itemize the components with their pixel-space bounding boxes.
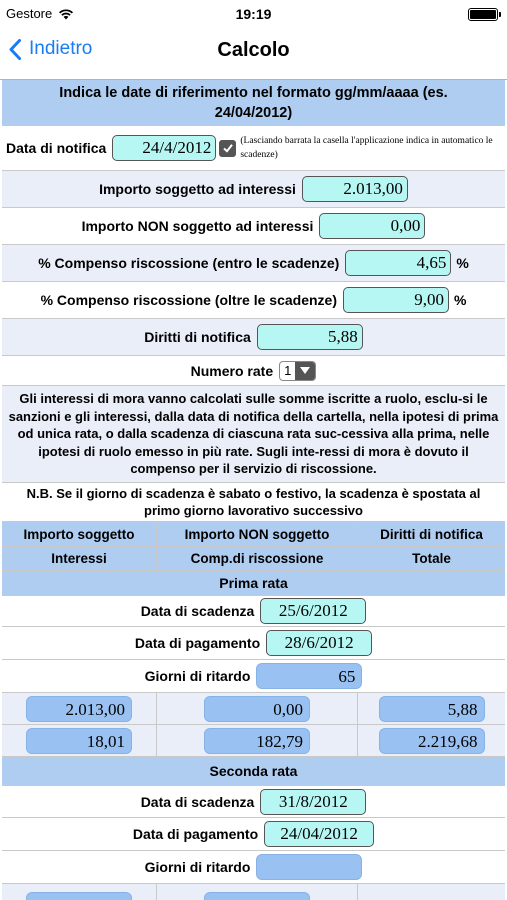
prima-rata-title: Prima rata <box>219 575 288 591</box>
auto-scadenze-checkbox[interactable] <box>219 140 236 157</box>
carrier-label: Gestore <box>6 6 53 21</box>
status-bar <box>0 0 507 26</box>
seconda-pagamento-field[interactable]: 24/04/2012 <box>264 821 374 847</box>
prima-importo-non-soggetto: 0,00 <box>204 696 310 722</box>
back-label: Indietro <box>29 38 93 59</box>
prima-rata-header <box>2 571 505 596</box>
prima-totale: 2.219,68 <box>379 728 485 754</box>
prima-interessi: 18,01 <box>26 728 132 754</box>
compenso-entro-row <box>2 245 505 282</box>
compenso-oltre-unit: % <box>453 292 467 308</box>
battery-icon <box>468 8 498 21</box>
rate-select[interactable] <box>279 361 316 381</box>
compenso-entro-unit: % <box>456 255 469 271</box>
seconda-pagamento-label: Data di pagamento <box>132 826 259 842</box>
importo-non-row <box>2 208 505 245</box>
seconda-rata-title: Seconda rata <box>209 763 298 779</box>
prima-ritardo-row <box>2 660 505 693</box>
notifica-note: (Lasciando barrata la casella l'applicazione indica in automatico le scadenze) <box>240 136 493 160</box>
intro-text: Indica le date di riferimento nel formato gg/mm/aaaa (es. 24/04/2012) <box>59 84 448 121</box>
seconda-scadenza-field[interactable]: 31/8/2012 <box>260 789 366 815</box>
prima-ritardo-value: 65 <box>256 663 362 689</box>
intro-banner <box>2 80 505 126</box>
calc-form <box>2 80 505 900</box>
header-interessi: Interessi <box>2 547 157 570</box>
notifica-date-field[interactable]: 24/4/2012 <box>112 135 216 161</box>
seconda-results-row-1 <box>2 884 505 900</box>
prima-importo-soggetto: 2.013,00 <box>26 696 132 722</box>
chevron-down-icon <box>295 362 315 380</box>
diritti-field[interactable]: 5,88 <box>257 324 363 350</box>
importo-non-label: Importo NON soggetto ad interessi <box>81 218 314 234</box>
diritti-label: Diritti di notifica <box>144 329 251 345</box>
interessi-info-text: Gli interessi di mora vanno calcolati sulle somme iscritte a ruolo, esclu-si le sanzioni e gli interessi, dalla data di notifica della cartella, nella ipotesi di prima od unica rata, o dalla scadenza di ciascuna rata suc-cessiva alla prima, nelle ipotesi di ruolo emesso in più rate. Sugli inte-ressi di mora è dovuto il compenso per il servizio di riscossione. <box>2 386 505 483</box>
seconda-rata-header <box>2 757 505 786</box>
prima-scadenza-label: Data di scadenza <box>140 603 255 619</box>
header-totale: Totale <box>412 551 451 566</box>
seconda-scadenza-row <box>2 786 505 818</box>
prima-results-row-2 <box>2 725 505 757</box>
compenso-oltre-label: % Compenso riscossione (oltre le scadenze) <box>40 292 337 308</box>
importo-interessi-row <box>2 171 505 208</box>
seconda-ritardo-row <box>2 851 505 884</box>
prima-comp-riscossione: 182,79 <box>204 728 310 754</box>
rate-label: Numero rate <box>190 362 274 379</box>
header-diritti: Diritti di notifica <box>380 526 483 542</box>
results-header-row-1 <box>2 522 505 547</box>
seconda-pagamento-row <box>2 818 505 851</box>
seconda-ritardo-value <box>256 854 362 880</box>
prima-scadenza-field[interactable]: 25/6/2012 <box>260 598 366 624</box>
diritti-row <box>2 319 505 356</box>
status-time: 19:19 <box>235 6 272 22</box>
prima-ritardo-label: Giorni di ritardo <box>144 668 251 684</box>
compenso-entro-field[interactable]: 4,65 <box>345 250 451 276</box>
notifica-label: Data di notifica <box>6 140 107 156</box>
seconda-scadenza-label: Data di scadenza <box>140 793 255 810</box>
compenso-oltre-row <box>2 282 505 319</box>
importo-interessi-field[interactable]: 2.013,00 <box>302 176 408 202</box>
rate-value: 1 <box>284 363 292 378</box>
prima-results-row-1 <box>2 693 505 725</box>
compenso-oltre-field[interactable]: 9,00 <box>343 287 449 313</box>
prima-pagamento-label: Data di pagamento <box>134 635 261 651</box>
header-importo-soggetto: Importo soggetto <box>2 522 157 546</box>
prima-pagamento-field[interactable]: 28/6/2012 <box>266 630 372 656</box>
page-title: Calcolo <box>217 39 290 61</box>
header-comp-riscossione: Comp.di riscossione <box>157 547 358 570</box>
nb-text: N.B. Se il giorno di scadenza è sabato o festivo, la scadenza è spostata al primo giorno lavorativo successivo <box>2 483 505 522</box>
rate-row <box>2 356 505 386</box>
seconda-importo-soggetto <box>26 892 132 900</box>
checkmark-icon <box>222 142 234 154</box>
compenso-entro-label: % Compenso riscossione (entro le scadenze) <box>38 255 340 271</box>
importo-non-field[interactable]: 0,00 <box>319 213 425 239</box>
seconda-importo-non-soggetto <box>204 892 310 900</box>
header-importo-non-soggetto: Importo NON soggetto <box>157 522 358 546</box>
seconda-ritardo-label: Giorni di ritardo <box>144 859 251 875</box>
prima-scadenza-row <box>2 596 505 627</box>
results-header-row-2 <box>2 547 505 571</box>
navigation-bar <box>0 26 507 80</box>
prima-diritti: 5,88 <box>379 696 485 722</box>
prima-pagamento-row <box>2 627 505 660</box>
notifica-row <box>2 126 505 171</box>
importo-interessi-label: Importo soggetto ad interessi <box>99 181 296 197</box>
